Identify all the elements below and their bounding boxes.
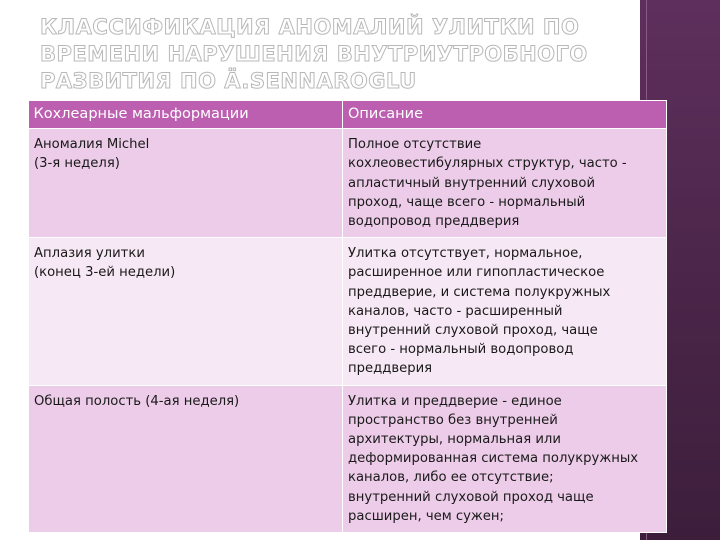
title-line: ВРЕМЕНИ НАРУШЕНИЯ ВНУТРИУТРОБНОГО [40,42,588,66]
cell-line: пространство без внутренней [348,412,558,428]
table-row [29,238,667,385]
cell-line: преддверие, и система полукружных [348,284,611,300]
header-description: Описание [343,101,667,129]
description-cell [343,238,667,385]
description-cell [343,129,667,238]
cell-line: внутренний слуховой проход, чаще [348,323,598,339]
cell-line: деформированная система полукружных [348,451,639,467]
title-line: КЛАССИФИКАЦИЯ АНОМАЛИЙ УЛИТКИ ПО [40,15,580,39]
table-row [29,385,667,532]
table-header-row [29,101,667,129]
cell-line: Улитка и преддверие - единое [348,393,562,409]
slide-title [40,14,600,95]
cell-line: каналов, часто - расширенный [348,303,563,319]
cell-line: преддверия [348,361,433,377]
cell-line: каналов, либо ее отсутствие; [348,470,554,486]
cell-line: водопровод преддверия [348,214,520,230]
description-cell [343,385,667,532]
cell-line: расширенное или гипопластическое [348,265,605,281]
header-malformation: Кохлеарные мальформации [29,101,343,129]
cell-line: Полное отсутствие [348,137,482,153]
cell-line: Аномалия Michel [34,137,150,153]
classification-table [28,100,667,533]
cell-line: Общая полость (4-ая неделя) [34,393,240,409]
cell-line: (3-я неделя) [34,156,120,172]
table-row [29,129,667,238]
malformation-cell [29,385,343,532]
cell-line: расширен, чем сужен; [348,508,504,524]
cell-line: внутренний слуховой проход чаще [348,489,594,505]
malformation-cell [29,129,343,238]
title-line: РАЗВИТИЯ ПО Ä.SENNAROGLU [40,69,417,93]
cell-line: Аплазия улитки [34,246,145,262]
cell-line: всего - нормальный водопровод [348,342,574,358]
cell-line: архитектуры, нормальная или [348,432,561,448]
malformation-cell [29,238,343,385]
cell-line: проход, чаще всего - нормальный [348,194,586,210]
cell-line: апластичный внутренний слуховой [348,175,596,191]
cell-line: Улитка отсутствует, нормальное, [348,246,583,262]
cell-line: (конец 3-ей недели) [34,265,176,281]
cell-line: кохлеовестибулярных структур, часто - [348,156,627,172]
